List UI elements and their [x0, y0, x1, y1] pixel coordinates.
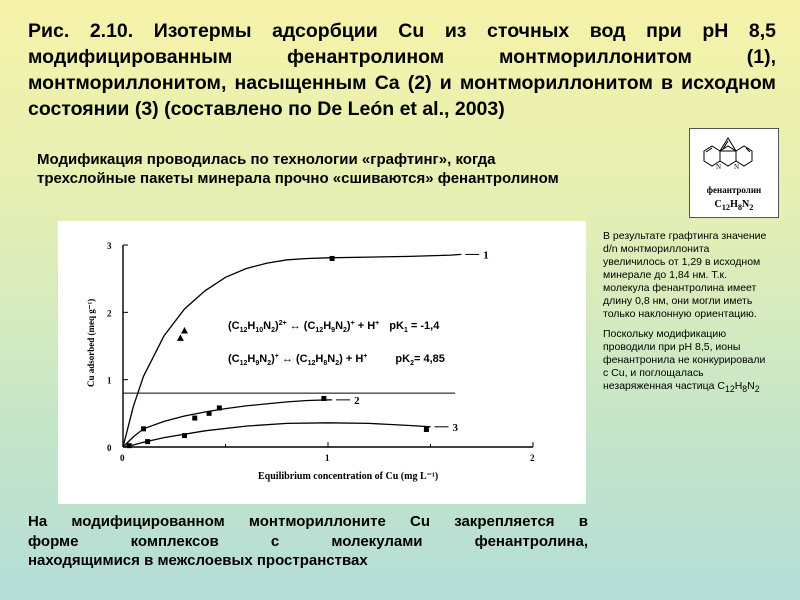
nitrogen-label-right: N — [734, 163, 740, 171]
slide-title: Рис. 2.10. Изотермы адсорбции Cu из сточных вод при pH 8,5 модифицированным фенантролином монтмориллонитом (1), монтмориллонитом, насыщенным Ca (2) и монтмориллонитом в исходном состоянии (3) (составлено по De León et al., 2003) — [28, 20, 776, 120]
bottom-line-2: форме комплексов с молекулами фенантролина, — [28, 532, 588, 550]
nitrogen-label-left: N — [716, 163, 722, 171]
series-2-point — [192, 416, 197, 421]
y-tick-label: 2 — [107, 308, 112, 319]
bottom-conclusion — [28, 512, 588, 571]
series-3-point — [145, 439, 150, 444]
equation-2: $(C_{12}H_9N_2)^+$ ↔ $(C_{12}H_8N_2) + H^+$ $pK_2= 4,85$ — [228, 353, 445, 367]
x-tick-label: 2 — [530, 453, 535, 463]
series-2-point — [141, 426, 146, 431]
series-3-point — [182, 433, 187, 438]
subtitle-text: Модификация проводилась по технологии «графтинг», когда трехслойные пакеты минерала прочно «сшиваются» фенантролином — [37, 151, 559, 187]
isotherm-plot — [58, 221, 586, 504]
structure-name: фенантролин — [706, 185, 762, 195]
y-tick-label: 3 — [107, 241, 112, 251]
structure-formula: $C_{12}H_8N_2$ — [714, 199, 754, 212]
phenanthroline-structure-icon — [690, 129, 778, 185]
y-tick-label: 1 — [107, 375, 112, 386]
series-2-point — [321, 396, 326, 401]
phenanthroline-structure — [689, 128, 779, 218]
equation-1: $(C_{12}H_{10}N_2)^{2+}$ ↔ $(C_{12}H_9N_2)^+ + H^+$ $pK_1 = -1,4$ — [228, 320, 440, 334]
side-note-2: Поскольку модификацию проводили при pH 8,5, ионы фенантронила не конкурировали с Cu, и поглощалась незаряженная частица $C_{12}H_8N_2$ — [603, 328, 766, 395]
series-3-point — [127, 443, 132, 448]
bottom-line-3: находящимися в межслоевых пространствах — [28, 552, 368, 569]
series-2-point — [217, 405, 222, 410]
y-axis-label: Cu adsorbed (meq g⁻¹) — [86, 298, 96, 387]
series-1-line — [123, 254, 461, 447]
series-1-point — [177, 334, 184, 341]
x-tick-label: 1 — [325, 453, 330, 463]
y-tick-label: 0 — [107, 443, 112, 453]
side-notes — [603, 230, 773, 403]
series-2-label: 2 — [354, 394, 360, 407]
series-3-label: 3 — [452, 421, 458, 434]
bottom-line-1: На модифицированном монтмориллоните Cu закрепляется в — [28, 513, 588, 530]
series-1-label: 1 — [483, 249, 489, 262]
x-axis-label: Equilibrium concentration of Cu (mg L⁻¹) — [258, 471, 439, 482]
series-2-point — [207, 411, 212, 416]
series-1-point — [330, 256, 335, 261]
x-tick-label: 0 — [120, 453, 125, 463]
side-note-1: В результате графтинга значение d/n монтмориллонита увеличилось от 1,29 в исходном минерале до 1,84 нм. Т.к. молекула фенантролина имеет длину 0,8 нм, они могли иметь только наклонную ориентацию. — [603, 230, 767, 320]
series-1-point — [181, 327, 188, 334]
series-3-point — [424, 427, 429, 432]
series-3-line — [123, 423, 431, 447]
adsorption-isotherm-chart — [58, 221, 586, 504]
